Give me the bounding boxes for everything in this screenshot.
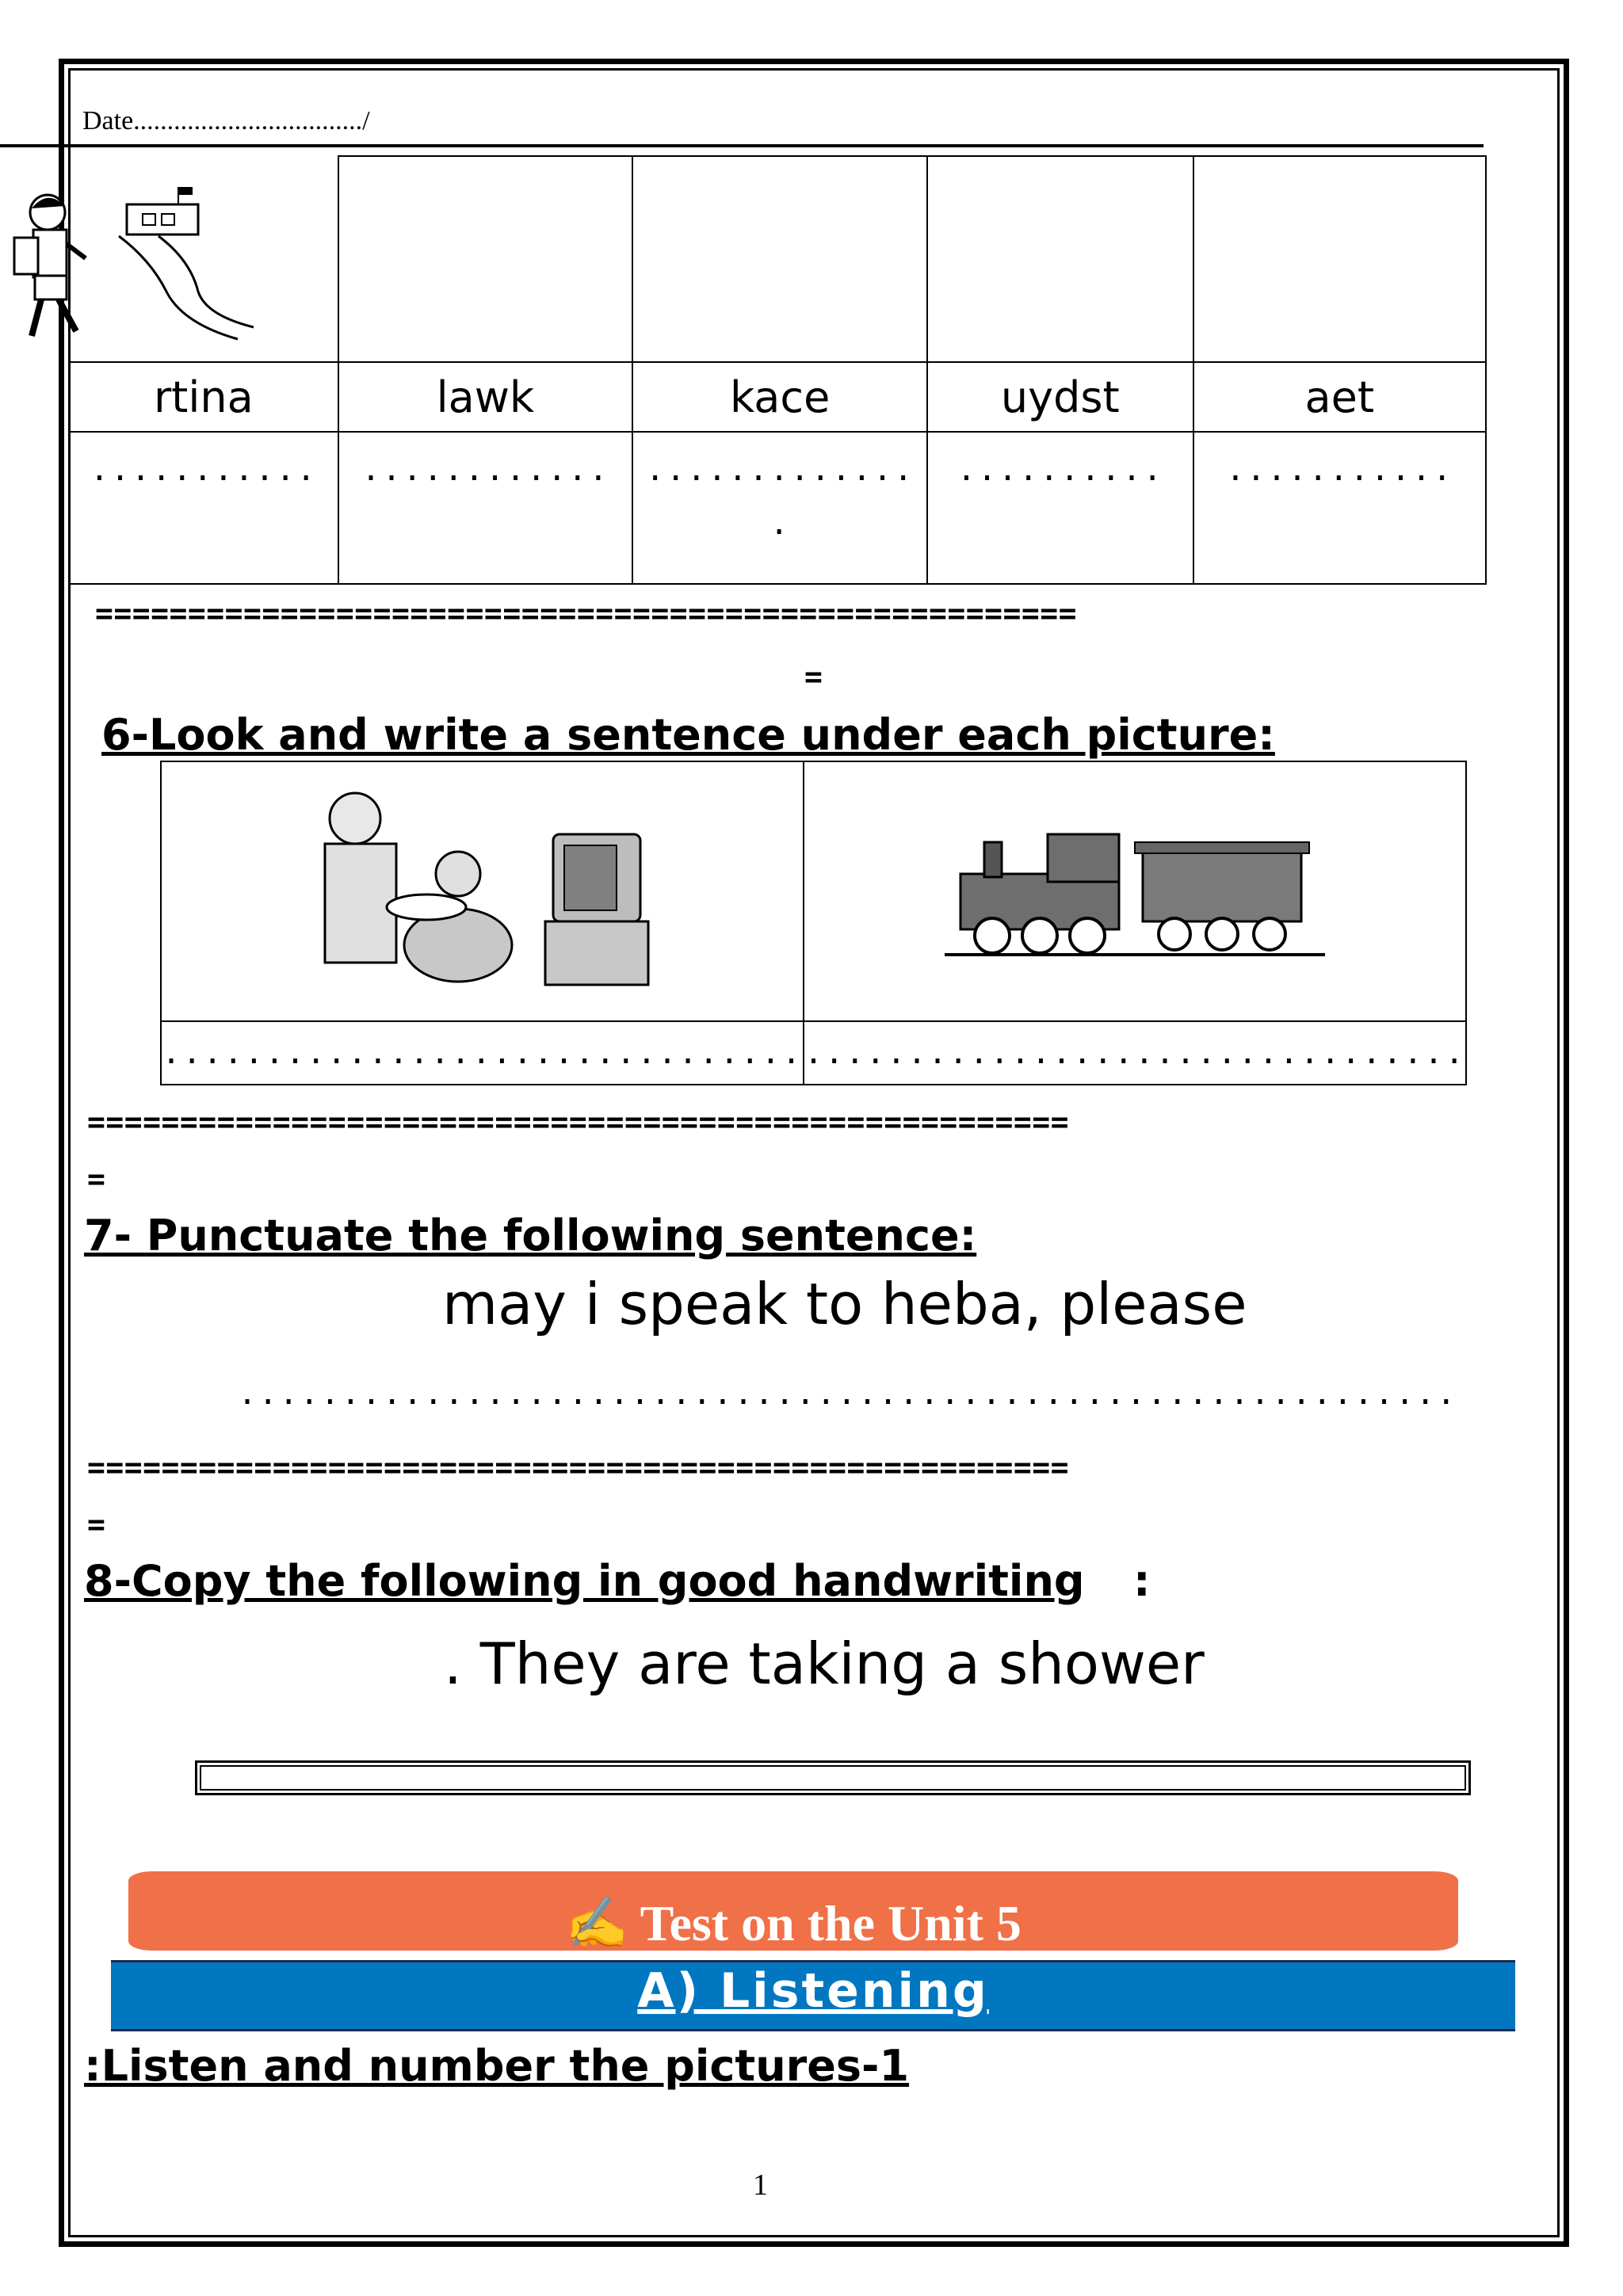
scrambled-word: uydst <box>927 362 1193 432</box>
scramble-picture-cell <box>1193 156 1486 362</box>
question-1-title: :Listen and number the pictures-1 <box>84 2041 910 2091</box>
kids-watching-tv-picture-cell <box>161 761 804 1021</box>
section-a-title: A) Listening <box>637 1963 989 2019</box>
q7-sentence: may i speak to heba, please <box>442 1271 1247 1337</box>
q8-writing-box[interactable] <box>195 1760 1471 1795</box>
question-8-title: 8-Copy the following in good handwriting <box>84 1556 1085 1606</box>
question-7-title: 7- Punctuate the following sentence: <box>84 1211 977 1261</box>
scrambled-word: kace <box>632 362 927 432</box>
scrambled-word: rtina <box>69 362 338 432</box>
header-rule <box>0 144 1484 147</box>
answer-cell[interactable]: ............. . <box>632 432 927 584</box>
unit-banner-title: ✍ Test on the Unit 5 <box>565 1895 1022 1951</box>
writing-hand-icon: ✍ <box>565 1895 628 1951</box>
scrambled-word: lawk <box>338 362 633 432</box>
separator-line: ===================================================== <box>87 1104 1070 1139</box>
q6-answer-cell-right[interactable]: ................................ <box>804 1021 1467 1085</box>
page-number: 1 <box>753 2168 768 2202</box>
train-picture <box>937 818 1333 961</box>
q7-answer-line[interactable]: ........................................................... <box>238 1375 1457 1412</box>
separator-tail: = <box>804 659 823 694</box>
scrambled-word: aet <box>1193 362 1486 432</box>
separator-tail: = <box>87 1161 106 1196</box>
answer-cell[interactable]: ........... <box>69 432 338 584</box>
q6-picture-table <box>160 761 1467 1085</box>
scramble-picture-cell <box>338 156 633 362</box>
separator-tail: = <box>87 1507 106 1542</box>
scramble-table <box>68 155 1487 585</box>
answer-cell[interactable]: ............ <box>338 432 633 584</box>
answer-cell[interactable]: ........... <box>1193 432 1486 584</box>
scramble-picture-cell <box>927 156 1193 362</box>
scramble-picture-cell <box>69 156 338 362</box>
kids-watching-tv-picture <box>276 787 688 993</box>
q8-sentence: . They are taking a shower <box>444 1630 1205 1697</box>
date-label: Date................................../ <box>82 106 370 135</box>
question-6-title: 6-Look and write a sentence under each picture: <box>101 710 1275 760</box>
train-picture-cell <box>804 761 1467 1021</box>
scramble-picture-cell <box>632 156 927 362</box>
answer-cell[interactable]: .......... <box>927 432 1193 584</box>
q6-answer-cell-left[interactable]: ............................... <box>161 1021 804 1085</box>
separator-line: ===================================================== <box>95 596 1078 631</box>
question-8-colon: : <box>1133 1556 1151 1606</box>
separator-line: ===================================================== <box>87 1450 1070 1485</box>
